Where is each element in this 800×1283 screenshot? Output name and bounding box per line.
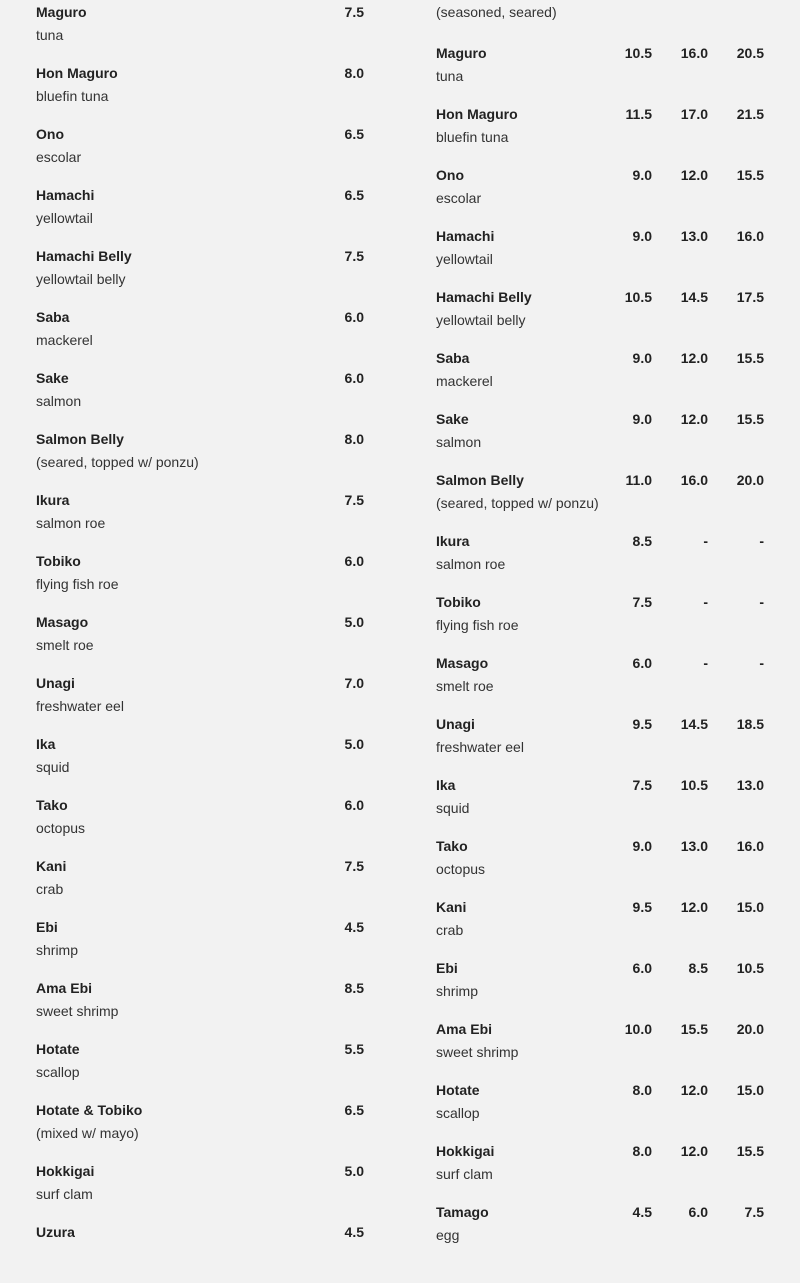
item-price: 5.0: [344, 1163, 364, 1179]
item-price: 7.5: [344, 4, 364, 20]
item-description: mackerel: [436, 373, 493, 389]
item-description: flying fish roe: [36, 576, 119, 592]
item-price-small: 6.0: [632, 655, 652, 671]
menu-item: [436, 592, 764, 653]
menu-item: [36, 490, 364, 551]
item-name: Masago: [436, 655, 489, 671]
item-name: Masago: [36, 614, 89, 630]
item-description: surf clam: [36, 1186, 93, 1202]
item-description: freshwater eel: [36, 698, 124, 714]
item-name: Hamachi: [36, 187, 95, 203]
item-price: 7.5: [344, 248, 364, 264]
item-price-small: 10.5: [624, 289, 652, 305]
item-description: crab: [36, 881, 64, 897]
item-description: yellowtail belly: [436, 312, 526, 328]
menu-item: [436, 958, 764, 1019]
item-description: (mixed w/ mayo): [36, 1125, 139, 1141]
item-name: Hon Maguro: [436, 106, 518, 122]
item-price-large: 17.5: [736, 289, 764, 305]
item-description: yellowtail: [436, 251, 493, 267]
item-description: shrimp: [436, 983, 479, 999]
item-description: sweet shrimp: [436, 1044, 519, 1060]
item-price-medium: 13.0: [680, 838, 708, 854]
menu-item: [436, 1202, 764, 1263]
item-name: Ika: [436, 777, 456, 793]
continued-item-description: (seasoned, seared): [436, 4, 557, 20]
menu-item: [36, 1222, 364, 1283]
item-name: Ikura: [436, 533, 470, 549]
item-price-medium: 13.0: [680, 228, 708, 244]
item-name: Tako: [436, 838, 468, 854]
item-price-small: 9.0: [632, 411, 652, 427]
item-price: 6.0: [344, 797, 364, 813]
item-price: 7.0: [344, 675, 364, 691]
item-price-medium: 12.0: [680, 411, 708, 427]
item-description: freshwater eel: [436, 739, 524, 755]
item-description: sweet shrimp: [36, 1003, 119, 1019]
item-description: shrimp: [36, 942, 79, 958]
item-price: 5.0: [344, 614, 364, 630]
item-price-medium: 15.5: [680, 1021, 708, 1037]
left-menu-column: [36, 2, 364, 1283]
menu-item: [436, 287, 764, 348]
item-price: 8.5: [344, 980, 364, 996]
item-name: Hokkigai: [436, 1143, 495, 1159]
item-price: 6.0: [344, 553, 364, 569]
item-description: smelt roe: [36, 637, 94, 653]
item-name: Ikura: [36, 492, 70, 508]
item-name: Hotate: [436, 1082, 480, 1098]
item-name: Ono: [36, 126, 64, 142]
menu-item: [36, 795, 364, 856]
item-description: egg: [436, 1227, 460, 1243]
item-price-medium: 12.0: [680, 167, 708, 183]
item-description: squid: [436, 800, 470, 816]
item-description: salmon roe: [36, 515, 106, 531]
item-name: Saba: [36, 309, 70, 325]
item-description: scallop: [436, 1105, 480, 1121]
item-price: 4.5: [344, 1224, 364, 1240]
item-price-small: 7.5: [632, 594, 652, 610]
item-price-medium: 17.0: [680, 106, 708, 122]
item-description: squid: [36, 759, 70, 775]
item-description: flying fish roe: [436, 617, 519, 633]
item-description: salmon: [36, 393, 82, 409]
item-name: Sake: [436, 411, 469, 427]
item-price-small: 9.0: [632, 167, 652, 183]
item-price-large: 20.0: [736, 1021, 764, 1037]
item-price-small: 9.5: [632, 716, 652, 732]
item-price-large: 15.5: [736, 350, 764, 366]
item-name: Tobiko: [36, 553, 81, 569]
item-description: salmon roe: [436, 556, 506, 572]
menu-item: [436, 897, 764, 958]
item-name: Maguro: [36, 4, 87, 20]
item-price-large: 21.5: [736, 106, 764, 122]
menu-item: [36, 917, 364, 978]
item-name: Ika: [36, 736, 56, 752]
item-price-medium: 6.0: [688, 1204, 708, 1220]
item-description: crab: [436, 922, 464, 938]
item-description: scallop: [36, 1064, 80, 1080]
item-description: bluefin tuna: [36, 88, 109, 104]
menu-item: [36, 124, 364, 185]
item-price: 6.5: [344, 187, 364, 203]
item-description: bluefin tuna: [436, 129, 509, 145]
item-price-large: 15.5: [736, 167, 764, 183]
item-description: escolar: [36, 149, 82, 165]
item-name: Salmon Belly: [36, 431, 124, 447]
menu-item: [36, 1161, 364, 1222]
item-description: yellowtail: [36, 210, 93, 226]
item-price-small: 10.5: [624, 45, 652, 61]
item-price-large: -: [759, 533, 764, 549]
item-price-medium: 12.0: [680, 1143, 708, 1159]
item-name: Ebi: [36, 919, 58, 935]
item-name: Unagi: [36, 675, 75, 691]
item-name: Hamachi Belly: [36, 248, 132, 264]
menu-item: [436, 1141, 764, 1202]
item-price-medium: 12.0: [680, 899, 708, 915]
menu-item: [36, 307, 364, 368]
menu-item: [36, 63, 364, 124]
item-name: Hamachi Belly: [436, 289, 532, 305]
menu-item: [36, 612, 364, 673]
item-price: 5.5: [344, 1041, 364, 1057]
item-price: 6.0: [344, 309, 364, 325]
menu-item: [436, 226, 764, 287]
item-price: 7.5: [344, 858, 364, 874]
item-name: Salmon Belly: [436, 472, 524, 488]
item-description: surf clam: [436, 1166, 493, 1182]
menu-item: [436, 531, 764, 592]
item-price-large: 15.5: [736, 1143, 764, 1159]
menu-item: [36, 1039, 364, 1100]
item-price-small: 8.0: [632, 1143, 652, 1159]
menu-item: [36, 1100, 364, 1161]
item-price-large: 10.5: [736, 960, 764, 976]
item-name: Hon Maguro: [36, 65, 118, 81]
item-price-large: 16.0: [736, 228, 764, 244]
item-name: Hotate: [36, 1041, 80, 1057]
menu-item: [36, 368, 364, 429]
item-name: Ono: [436, 167, 464, 183]
item-description: octopus: [36, 820, 86, 836]
item-name: Tobiko: [436, 594, 481, 610]
item-price-medium: 10.5: [680, 777, 708, 793]
item-description: tuna: [36, 27, 64, 43]
item-price-large: -: [759, 594, 764, 610]
item-name: Hotate & Tobiko: [36, 1102, 143, 1118]
menu-item: [436, 104, 764, 165]
item-price-large: 20.0: [736, 472, 764, 488]
item-price-large: 7.5: [744, 1204, 764, 1220]
item-price: 6.5: [344, 126, 364, 142]
item-price-large: 18.5: [736, 716, 764, 732]
item-price: 4.5: [344, 919, 364, 935]
item-price: 7.5: [344, 492, 364, 508]
item-price-large: 13.0: [736, 777, 764, 793]
item-name: Ama Ebi: [436, 1021, 493, 1037]
menu-item: [436, 1080, 764, 1141]
item-description: (seared, topped w/ ponzu): [36, 454, 199, 470]
item-name: Sake: [36, 370, 69, 386]
menu-item: [436, 165, 764, 226]
item-name: Ebi: [436, 960, 458, 976]
menu-item: [36, 185, 364, 246]
item-price-medium: -: [703, 594, 708, 610]
item-price-medium: -: [703, 655, 708, 671]
item-price: 8.0: [344, 65, 364, 81]
item-price-medium: 12.0: [680, 1082, 708, 1098]
menu-item: [436, 714, 764, 775]
menu-item: [436, 409, 764, 470]
item-price-medium: 16.0: [680, 45, 708, 61]
item-description: yellowtail belly: [36, 271, 126, 287]
item-price-medium: 16.0: [680, 472, 708, 488]
item-name: Tamago: [436, 1204, 489, 1220]
item-price-small: 9.0: [632, 838, 652, 854]
menu-item: [36, 429, 364, 490]
item-name: Kani: [36, 858, 67, 874]
menu-item: [436, 1019, 764, 1080]
item-price-small: 8.0: [632, 1082, 652, 1098]
item-description: tuna: [436, 68, 464, 84]
menu-item: [36, 2, 364, 63]
menu-item: [436, 653, 764, 714]
item-price: 6.0: [344, 370, 364, 386]
item-name: Uzura: [36, 1224, 75, 1240]
menu-item: [36, 978, 364, 1039]
menu-item: [436, 836, 764, 897]
item-price: 6.5: [344, 1102, 364, 1118]
item-description: smelt roe: [436, 678, 494, 694]
item-price-small: 7.5: [632, 777, 652, 793]
item-name: Hamachi: [436, 228, 495, 244]
item-name: Saba: [436, 350, 470, 366]
item-price-small: 10.0: [624, 1021, 652, 1037]
item-price-medium: 14.5: [680, 716, 708, 732]
menu-item: [36, 856, 364, 917]
item-price-large: 16.0: [736, 838, 764, 854]
menu-item: [36, 246, 364, 307]
item-name: Tako: [36, 797, 68, 813]
item-description: salmon: [436, 434, 482, 450]
item-price-small: 11.5: [625, 106, 652, 122]
item-price-large: 15.5: [736, 411, 764, 427]
item-price-small: 9.0: [632, 350, 652, 366]
item-price-medium: -: [703, 533, 708, 549]
item-price-small: 8.5: [632, 533, 652, 549]
item-description: escolar: [436, 190, 482, 206]
item-price-large: -: [759, 655, 764, 671]
menu-item: [436, 43, 764, 104]
menu-item: [436, 348, 764, 409]
item-name: Unagi: [436, 716, 475, 732]
item-name: Hokkigai: [36, 1163, 95, 1179]
item-price-medium: 8.5: [688, 960, 708, 976]
item-price-large: 15.0: [736, 1082, 764, 1098]
menu-item: [436, 470, 764, 531]
item-name: Kani: [436, 899, 467, 915]
item-description: (seared, topped w/ ponzu): [436, 495, 599, 511]
item-price-medium: 12.0: [680, 350, 708, 366]
menu-item: [36, 673, 364, 734]
item-description: octopus: [436, 861, 486, 877]
menu-item: [436, 775, 764, 836]
menu-item: [36, 551, 364, 612]
item-description: mackerel: [36, 332, 93, 348]
item-price-large: 20.5: [736, 45, 764, 61]
menu-item: [36, 734, 364, 795]
item-price-small: 9.0: [632, 228, 652, 244]
item-price-medium: 14.5: [680, 289, 708, 305]
item-price-small: 11.0: [625, 472, 652, 488]
item-price-small: 4.5: [632, 1204, 652, 1220]
item-price-large: 15.0: [736, 899, 764, 915]
item-price: 5.0: [344, 736, 364, 752]
item-name: Maguro: [436, 45, 487, 61]
item-price: 8.0: [344, 431, 364, 447]
item-price-small: 6.0: [632, 960, 652, 976]
item-name: Ama Ebi: [36, 980, 93, 996]
item-price-small: 9.5: [632, 899, 652, 915]
